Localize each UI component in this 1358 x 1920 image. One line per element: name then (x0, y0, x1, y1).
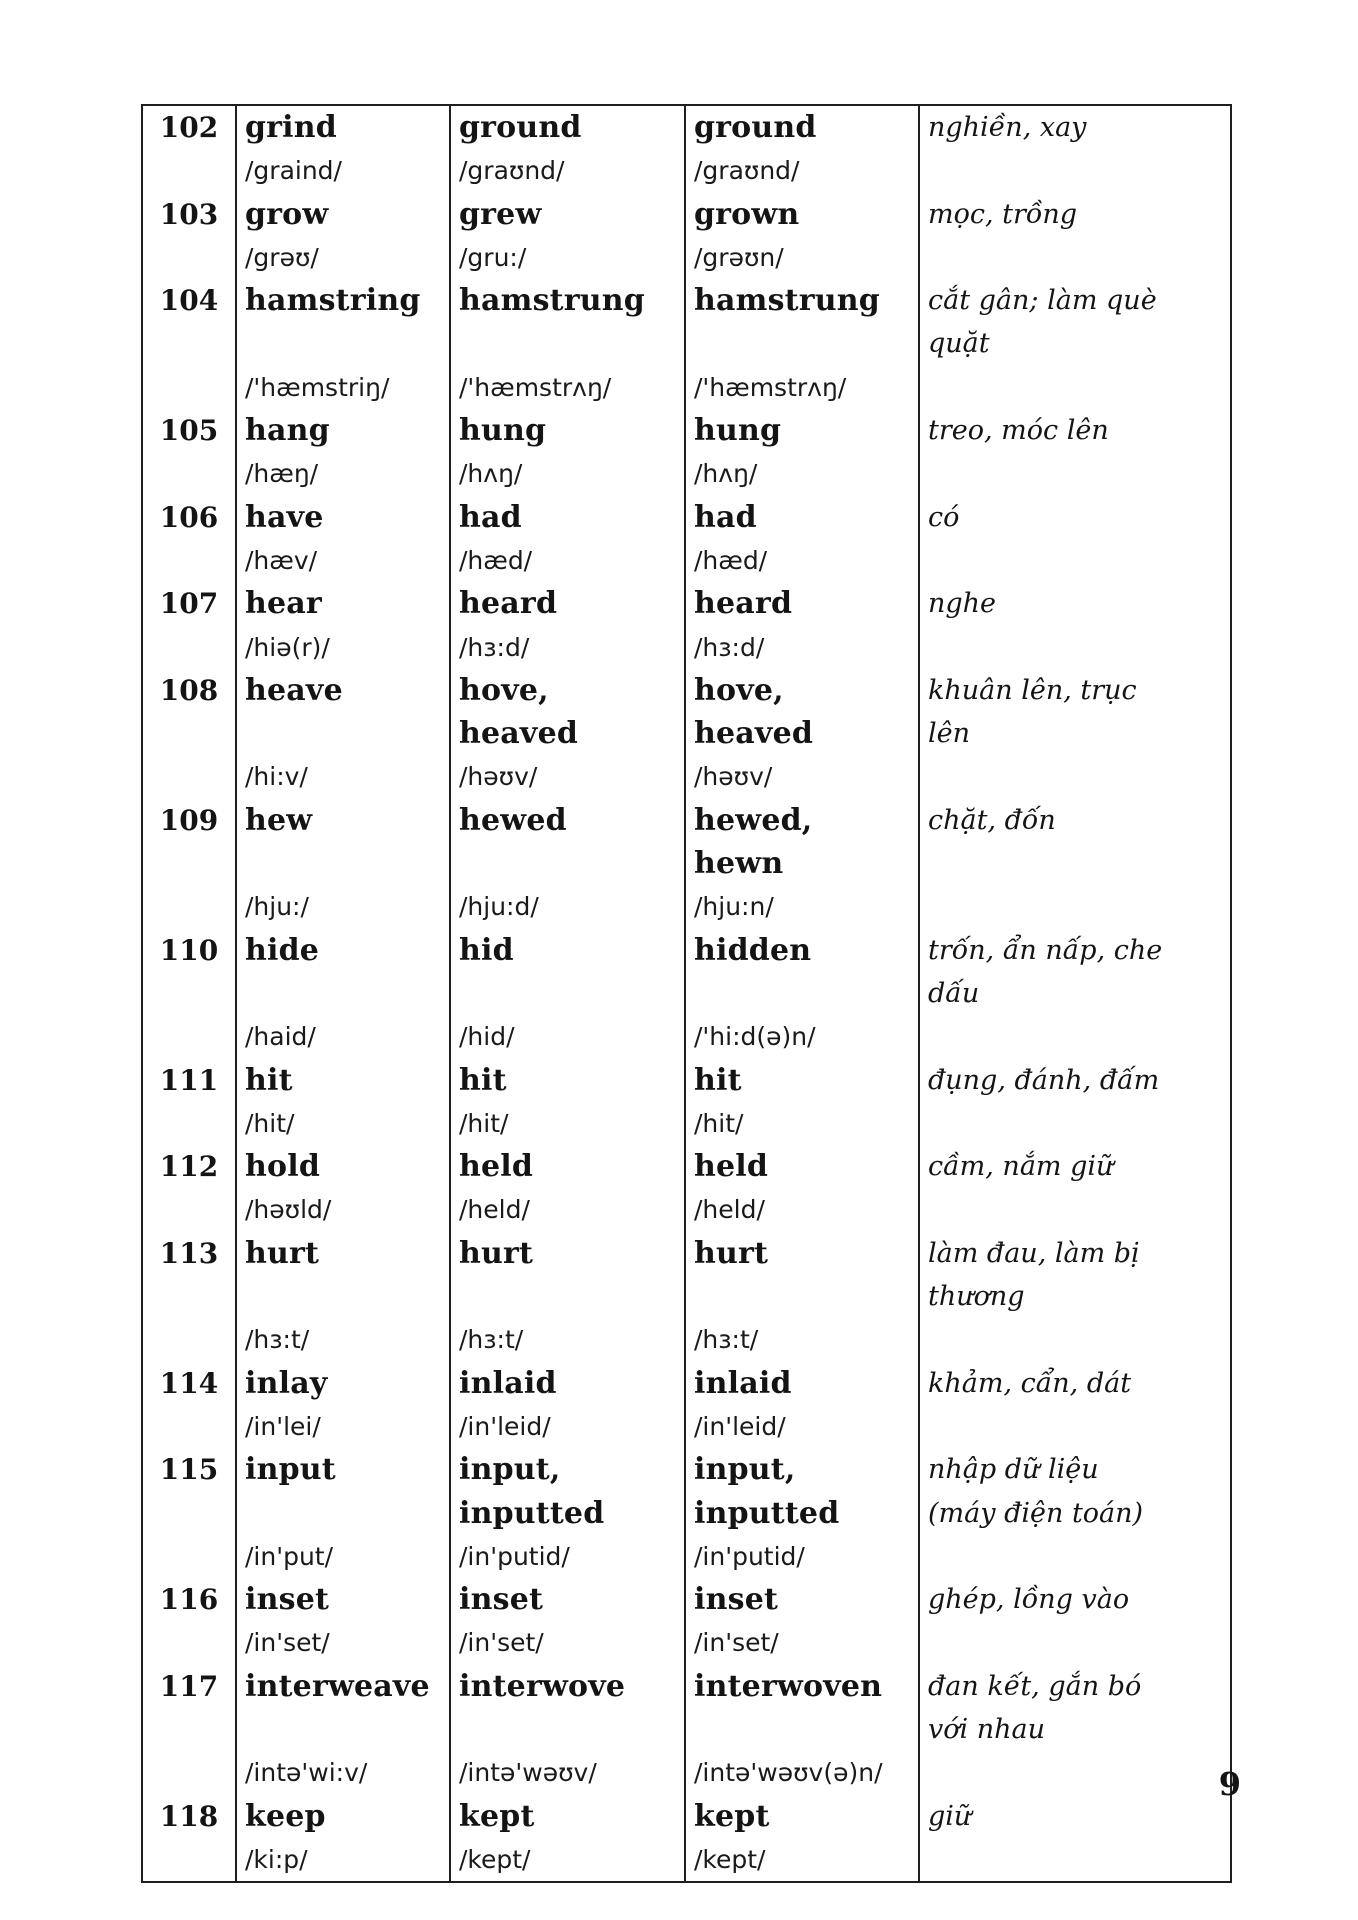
base-form-cell (236, 1232, 450, 1362)
base-form-word: hold (245, 1149, 320, 1185)
table-row (142, 279, 1231, 409)
verb-number (142, 582, 236, 669)
empty-line (245, 1708, 441, 1751)
past-simple-cell (450, 193, 685, 280)
base-form-pronunciation: /grəʊ/ (245, 242, 319, 272)
past-simple-pronunciation: /graʊnd/ (459, 156, 565, 186)
base-form-pronunciation: /hi:v/ (245, 762, 308, 792)
verb-number (142, 1362, 236, 1449)
meaning-cell (919, 1665, 1231, 1795)
base-form-pronunciation: /in'lei/ (245, 1411, 321, 1441)
verb-number (142, 799, 236, 929)
past-simple-pronunciation: /hæd/ (459, 545, 533, 575)
vietnamese-meaning: cắt gân; làm què (928, 285, 1157, 317)
table-row (142, 1665, 1231, 1795)
empty-line (459, 322, 676, 365)
past-participle-pronunciation: /'hi:d(ə)n/ (694, 1022, 816, 1052)
table-row (142, 1448, 1231, 1578)
table-body (142, 105, 1231, 1882)
meaning-cell (919, 799, 1231, 929)
past-simple-cell (450, 496, 685, 583)
base-form-word: hide (245, 932, 320, 968)
past-simple-pronunciation: /in'putid/ (459, 1541, 570, 1571)
past-simple-pronunciation: /kept/ (459, 1844, 531, 1874)
base-form-cell (236, 193, 450, 280)
base-form-pronunciation: /hit/ (245, 1108, 295, 1138)
irregular-verbs-table (141, 104, 1232, 1883)
base-form-pronunciation: /in'put/ (245, 1541, 334, 1571)
vietnamese-meaning: với nhau (928, 1713, 1045, 1745)
verb-number (142, 409, 236, 496)
verb-number-text: 116 (159, 1583, 219, 1617)
meaning-cell (919, 1362, 1231, 1449)
empty-line (459, 1708, 676, 1751)
base-form-pronunciation: /hæŋ/ (245, 459, 319, 489)
verb-number (142, 496, 236, 583)
base-form-pronunciation: /ki:p/ (245, 1844, 308, 1874)
vietnamese-meaning: có (928, 501, 960, 533)
past-simple-word: heaved (459, 716, 579, 752)
past-participle-cell (685, 1059, 919, 1146)
base-form-pronunciation: /həʊld/ (245, 1195, 332, 1225)
past-participle-word: heard (694, 586, 793, 622)
vietnamese-meaning: nhập dữ liệu (928, 1454, 1099, 1486)
past-participle-pronunciation: /hʌŋ/ (694, 459, 758, 489)
past-simple-word: grew (459, 196, 542, 232)
past-simple-cell (450, 1578, 685, 1665)
meaning-cell (919, 1448, 1231, 1578)
past-simple-cell (450, 409, 685, 496)
verb-number (142, 1448, 236, 1578)
past-participle-pronunciation: /grəʊn/ (694, 242, 784, 272)
meaning-cell (919, 1232, 1231, 1362)
empty-line (459, 972, 676, 1015)
verb-number-text: 117 (159, 1669, 219, 1703)
past-participle-pronunciation: /in'putid/ (694, 1541, 805, 1571)
past-simple-word: held (459, 1149, 534, 1185)
base-form-cell (236, 409, 450, 496)
meaning-cell (919, 1795, 1231, 1883)
past-participle-word: ground (694, 110, 817, 145)
table-row (142, 1795, 1231, 1883)
base-form-pronunciation: /'hæmstriŋ/ (245, 372, 390, 402)
past-simple-word: hit (459, 1062, 507, 1098)
past-participle-word: inset (694, 1582, 779, 1618)
meaning-cell (919, 409, 1231, 496)
vietnamese-meaning: ghép, lồng vào (928, 1584, 1130, 1616)
verb-number-text: 107 (159, 587, 219, 621)
meaning-cell (919, 279, 1231, 409)
past-participle-cell (685, 105, 919, 193)
past-simple-cell (450, 279, 685, 409)
past-simple-cell (450, 1795, 685, 1883)
past-participle-cell (685, 799, 919, 929)
past-participle-pronunciation: /hɜ:t/ (694, 1325, 759, 1355)
past-participle-cell (685, 669, 919, 799)
empty-line (245, 972, 441, 1015)
past-participle-cell (685, 409, 919, 496)
past-participle-word: hit (694, 1062, 742, 1098)
past-simple-cell (450, 1232, 685, 1362)
table-row (142, 582, 1231, 669)
verb-number-text: 103 (159, 197, 219, 231)
past-participle-pronunciation: /həʊv/ (694, 762, 773, 792)
base-form-cell (236, 1665, 450, 1795)
past-simple-word: inset (459, 1582, 544, 1618)
meaning-cell (919, 669, 1231, 799)
base-form-cell (236, 669, 450, 799)
empty-line (694, 322, 910, 365)
verb-number (142, 1578, 236, 1665)
past-participle-pronunciation: /hæd/ (694, 545, 768, 575)
past-simple-word: hurt (459, 1235, 534, 1271)
vietnamese-meaning: làm đau, làm bị (928, 1237, 1140, 1269)
past-simple-word: heard (459, 586, 558, 622)
meaning-cell (919, 193, 1231, 280)
verb-number (142, 279, 236, 409)
table-row (142, 929, 1231, 1059)
base-form-word: interweave (245, 1668, 430, 1704)
meaning-cell (919, 929, 1231, 1059)
empty-line (694, 1708, 910, 1751)
past-simple-cell (450, 799, 685, 929)
vietnamese-meaning: trốn, ẩn nấp, che (928, 934, 1163, 966)
empty-line (459, 1275, 676, 1318)
past-participle-word: hewed, (694, 802, 813, 838)
base-form-pronunciation: /hɜ:t/ (245, 1325, 310, 1355)
past-participle-pronunciation: /hju:n/ (694, 892, 774, 922)
vietnamese-meaning: mọc, trồng (928, 198, 1078, 230)
verb-number (142, 1059, 236, 1146)
verb-number-text: 106 (159, 500, 219, 534)
past-simple-word: inputted (459, 1495, 605, 1531)
verb-number-text: 105 (159, 414, 219, 448)
base-form-cell (236, 929, 450, 1059)
meaning-cell (919, 1059, 1231, 1146)
empty-line (245, 1492, 441, 1535)
vietnamese-meaning: quặt (928, 328, 990, 360)
base-form-word: inset (245, 1582, 330, 1618)
past-simple-pronunciation: /hʌŋ/ (459, 459, 523, 489)
vietnamese-meaning: nghiền, xay (928, 112, 1087, 143)
base-form-pronunciation: /hju:/ (245, 892, 309, 922)
table-row (142, 496, 1231, 583)
base-form-cell (236, 1059, 450, 1146)
past-simple-pronunciation: /hid/ (459, 1022, 515, 1052)
past-simple-word: kept (459, 1798, 535, 1834)
verb-number-text: 113 (159, 1236, 219, 1270)
verb-number-text: 118 (159, 1799, 219, 1833)
base-form-cell (236, 1362, 450, 1449)
past-simple-word: input, (459, 1452, 561, 1488)
table-row (142, 669, 1231, 799)
base-form-word: have (245, 499, 324, 535)
past-simple-pronunciation: /hɜ:d/ (459, 632, 530, 662)
past-simple-pronunciation: /in'leid/ (459, 1411, 551, 1441)
past-participle-word: hung (694, 413, 782, 449)
meaning-cell (919, 496, 1231, 583)
empty-line (245, 842, 441, 885)
past-participle-cell (685, 193, 919, 280)
base-form-cell (236, 1145, 450, 1232)
past-participle-word: heaved (694, 716, 814, 752)
vietnamese-meaning: đan kết, gắn bó (928, 1670, 1142, 1702)
table-row (142, 1362, 1231, 1449)
past-simple-word: hid (459, 932, 514, 968)
base-form-word: heave (245, 672, 343, 708)
past-simple-cell (450, 1362, 685, 1449)
base-form-pronunciation: /hæv/ (245, 545, 318, 575)
past-simple-word: inlaid (459, 1365, 557, 1401)
table-row (142, 1059, 1231, 1146)
past-participle-pronunciation: /held/ (694, 1195, 765, 1225)
verb-number-text: 114 (159, 1366, 219, 1400)
base-form-cell (236, 1448, 450, 1578)
past-participle-word: interwoven (694, 1668, 883, 1704)
past-participle-pronunciation: /in'set/ (694, 1628, 779, 1658)
verb-number (142, 929, 236, 1059)
base-form-pronunciation: /in'set/ (245, 1628, 330, 1658)
meaning-cell (919, 105, 1231, 193)
empty-line (694, 972, 910, 1015)
past-simple-pronunciation: /hit/ (459, 1108, 509, 1138)
past-participle-pronunciation: /in'leid/ (694, 1411, 786, 1441)
past-simple-cell (450, 929, 685, 1059)
base-form-word: grow (245, 196, 329, 232)
empty-line (459, 842, 676, 885)
vietnamese-meaning: cầm, nắm giữ (928, 1151, 1114, 1183)
past-participle-pronunciation: /'hæmstrʌŋ/ (694, 372, 847, 402)
past-simple-pronunciation: /held/ (459, 1195, 530, 1225)
verb-number-text: 112 (159, 1150, 219, 1184)
past-participle-word: hidden (694, 932, 812, 968)
verb-number-text: 104 (159, 284, 219, 318)
past-participle-word: hamstrung (694, 283, 880, 319)
empty-line (245, 1275, 441, 1318)
vietnamese-meaning: giữ (928, 1800, 972, 1832)
past-participle-cell (685, 1665, 919, 1795)
vietnamese-meaning: đụng, đánh, đấm (928, 1064, 1160, 1096)
past-simple-cell (450, 1665, 685, 1795)
table-row (142, 193, 1231, 280)
base-form-word: hear (245, 586, 322, 622)
past-participle-word: inputted (694, 1495, 840, 1531)
past-simple-word: hung (459, 413, 547, 449)
table-row (142, 409, 1231, 496)
verb-number (142, 193, 236, 280)
base-form-word: input (245, 1452, 336, 1488)
verb-number (142, 669, 236, 799)
base-form-cell (236, 799, 450, 929)
past-simple-pronunciation: /hju:d/ (459, 892, 539, 922)
base-form-cell (236, 1578, 450, 1665)
past-simple-word: hamstrung (459, 283, 645, 319)
meaning-cell (919, 1578, 1231, 1665)
vietnamese-meaning: chặt, đốn (928, 804, 1056, 836)
verb-number (142, 1795, 236, 1883)
vietnamese-meaning: dấu (928, 977, 980, 1009)
verb-number-text: 115 (159, 1453, 219, 1487)
past-simple-pronunciation: /intə'wəʊv/ (459, 1758, 597, 1788)
past-participle-cell (685, 1448, 919, 1578)
past-participle-cell (685, 496, 919, 583)
table-row (142, 799, 1231, 929)
past-simple-cell (450, 105, 685, 193)
past-simple-word: had (459, 499, 522, 535)
past-simple-cell (450, 582, 685, 669)
base-form-cell (236, 582, 450, 669)
past-participle-cell (685, 1578, 919, 1665)
verb-number (142, 1665, 236, 1795)
past-participle-pronunciation: /hit/ (694, 1108, 744, 1138)
base-form-cell (236, 105, 450, 193)
vietnamese-meaning: khảm, cẩn, dát (928, 1367, 1132, 1399)
meaning-cell (919, 1145, 1231, 1232)
past-simple-cell (450, 669, 685, 799)
past-simple-pronunciation: /gru:/ (459, 242, 527, 272)
verb-number-text: 109 (159, 803, 219, 837)
vietnamese-meaning: thương (928, 1281, 1025, 1313)
past-participle-cell (685, 279, 919, 409)
base-form-cell (236, 1795, 450, 1883)
verb-number (142, 1232, 236, 1362)
base-form-cell (236, 496, 450, 583)
past-simple-pronunciation: /'hæmstrʌŋ/ (459, 372, 612, 402)
past-simple-cell (450, 1145, 685, 1232)
past-participle-word: had (694, 499, 757, 535)
vietnamese-meaning: lên (928, 718, 971, 750)
past-participle-cell (685, 1795, 919, 1883)
past-participle-pronunciation: /intə'wəʊv(ə)n/ (694, 1758, 883, 1788)
past-participle-cell (685, 1145, 919, 1232)
base-form-word: hang (245, 413, 330, 449)
past-participle-word: input, (694, 1452, 796, 1488)
page-number: 9 (1218, 1765, 1241, 1803)
past-simple-word: interwove (459, 1668, 626, 1704)
table-row (142, 105, 1231, 193)
base-form-cell (236, 279, 450, 409)
base-form-pronunciation: /hiə(r)/ (245, 632, 330, 662)
verb-number (142, 1145, 236, 1232)
past-participle-word: hewn (694, 846, 784, 882)
base-form-word: hurt (245, 1235, 320, 1271)
base-form-pronunciation: /haid/ (245, 1022, 316, 1052)
base-form-pronunciation: /graind/ (245, 156, 342, 186)
meaning-cell (919, 582, 1231, 669)
past-simple-word: ground (459, 110, 582, 145)
past-participle-cell (685, 1232, 919, 1362)
past-simple-pronunciation: /həʊv/ (459, 762, 538, 792)
verb-number-text: 102 (159, 111, 219, 144)
past-simple-word: hewed (459, 802, 567, 838)
empty-line (694, 1275, 910, 1318)
table-row (142, 1578, 1231, 1665)
verb-number-text: 111 (159, 1063, 219, 1097)
verb-number (142, 105, 236, 193)
past-participle-cell (685, 1362, 919, 1449)
verb-number-text: 110 (159, 933, 219, 967)
past-simple-pronunciation: /in'set/ (459, 1628, 544, 1658)
past-participle-word: grown (694, 196, 800, 232)
vietnamese-meaning: treo, móc lên (928, 415, 1109, 447)
empty-line (245, 712, 441, 755)
past-participle-pronunciation: /hɜ:d/ (694, 632, 765, 662)
past-participle-word: hurt (694, 1235, 769, 1271)
base-form-word: hit (245, 1062, 293, 1098)
past-simple-pronunciation: /hɜ:t/ (459, 1325, 524, 1355)
past-participle-word: held (694, 1149, 769, 1185)
table-row (142, 1232, 1231, 1362)
vietnamese-meaning: (máy điện toán) (928, 1497, 1144, 1529)
vietnamese-meaning: khuân lên, trục (928, 674, 1137, 706)
base-form-pronunciation: /intə'wi:v/ (245, 1758, 368, 1788)
verb-number-text: 108 (159, 673, 219, 707)
base-form-word: keep (245, 1798, 326, 1834)
table-row (142, 1145, 1231, 1232)
past-simple-cell (450, 1448, 685, 1578)
past-participle-word: inlaid (694, 1365, 792, 1401)
base-form-word: grind (245, 110, 337, 145)
empty-line (245, 322, 441, 365)
past-participle-cell (685, 929, 919, 1059)
past-participle-word: kept (694, 1798, 770, 1834)
past-simple-word: hove, (459, 672, 549, 708)
base-form-word: hamstring (245, 283, 421, 319)
base-form-word: inlay (245, 1365, 328, 1401)
past-simple-cell (450, 1059, 685, 1146)
vietnamese-meaning: nghe (928, 588, 997, 620)
past-participle-pronunciation: /graʊnd/ (694, 156, 800, 186)
past-participle-pronunciation: /kept/ (694, 1844, 766, 1874)
past-participle-cell (685, 582, 919, 669)
base-form-word: hew (245, 802, 313, 838)
past-participle-word: hove, (694, 672, 784, 708)
